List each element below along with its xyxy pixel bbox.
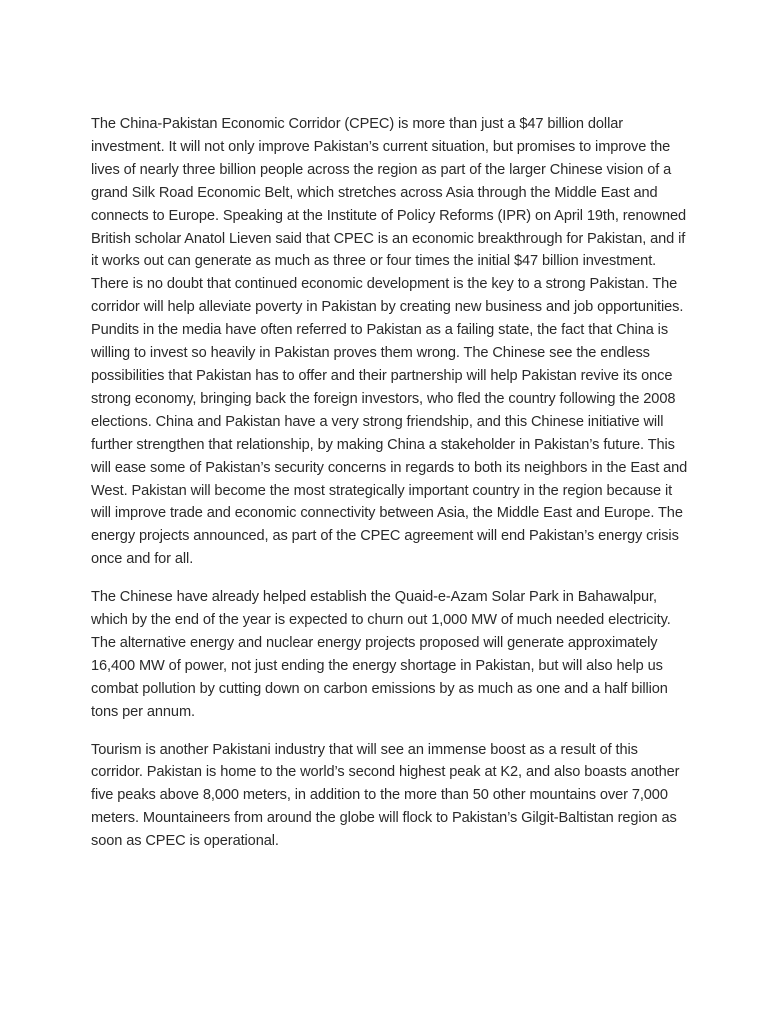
paragraph-tourism: Tourism is another Pakistani industry that will see an immense boost as a result of this corridor. Pakistan is home to the world’s second highest peak at K2, and also boasts another five peaks above 8,000 meters, in addition to the more than 50 other mountains over 7,000 meters. Mountaineers from around the globe will flock to Pakistan’s Gilgit-Baltistan region as soon as CPEC is operational. — [91, 741, 680, 850]
paragraph-energy-projects: The Chinese have already helped establish the Quaid-e-Azam Solar Park in Bahawalpur, which by the end of the year is expected to churn out 1,000 MW of much needed electricity. The alternative energy and nuclear energy projects proposed will generate approximately 16,400 MW of power, not just ending the energy shortage in Pakistan, but will also help us combat pollution by cutting down on carbon emissions by as much as one and a half billion tons per annum. — [91, 589, 671, 720]
document-body — [91, 113, 691, 868]
paragraph-cpec-overview: The China-Pakistan Economic Corridor (CPEC) is more than just a $47 billion dollar investment. It will not only improve Pakistan’s current situation, but promises to improve the lives of nearly three billion people across the region as part of the larger Chinese vision of a grand Silk Road Economic Belt, which stretches across Asia through the Middle East and connects to Europe. Speaking at the Institute of Policy Reforms (IPR) on April 19th, renowned British scholar Anatol Lieven said that CPEC is an economic breakthrough for Pakistan, and if it works out can generate as much as three or four times the initial $47 billion investment. There is no doubt that continued economic development is the key to a strong Pakistan. The corridor will help alleviate poverty in Pakistan by creating new business and job opportunities. Pundits in the media have often referred to Pakistan as a failing state, the fact that China is willing to invest so heavily in Pakistan proves them wrong. The Chinese see the endless possibilities that Pakistan has to offer and their partnership will help Pakistan revive its once strong economy, bringing back the foreign investors, who fled the country following the 2008 elections. China and Pakistan have a very strong friendship, and this Chinese initiative will further strengthen that relationship, by making China a stakeholder in Pakistan’s future. This will ease some of Pakistan’s security concerns in regards to both its neighbors in the East and West. Pakistan will become the most strategically important country in the region because it will improve trade and economic connectivity between Asia, the Middle East and Europe. The energy projects announced, as part of the CPEC agreement will end Pakistan’s energy crisis once and for all. — [91, 116, 688, 568]
